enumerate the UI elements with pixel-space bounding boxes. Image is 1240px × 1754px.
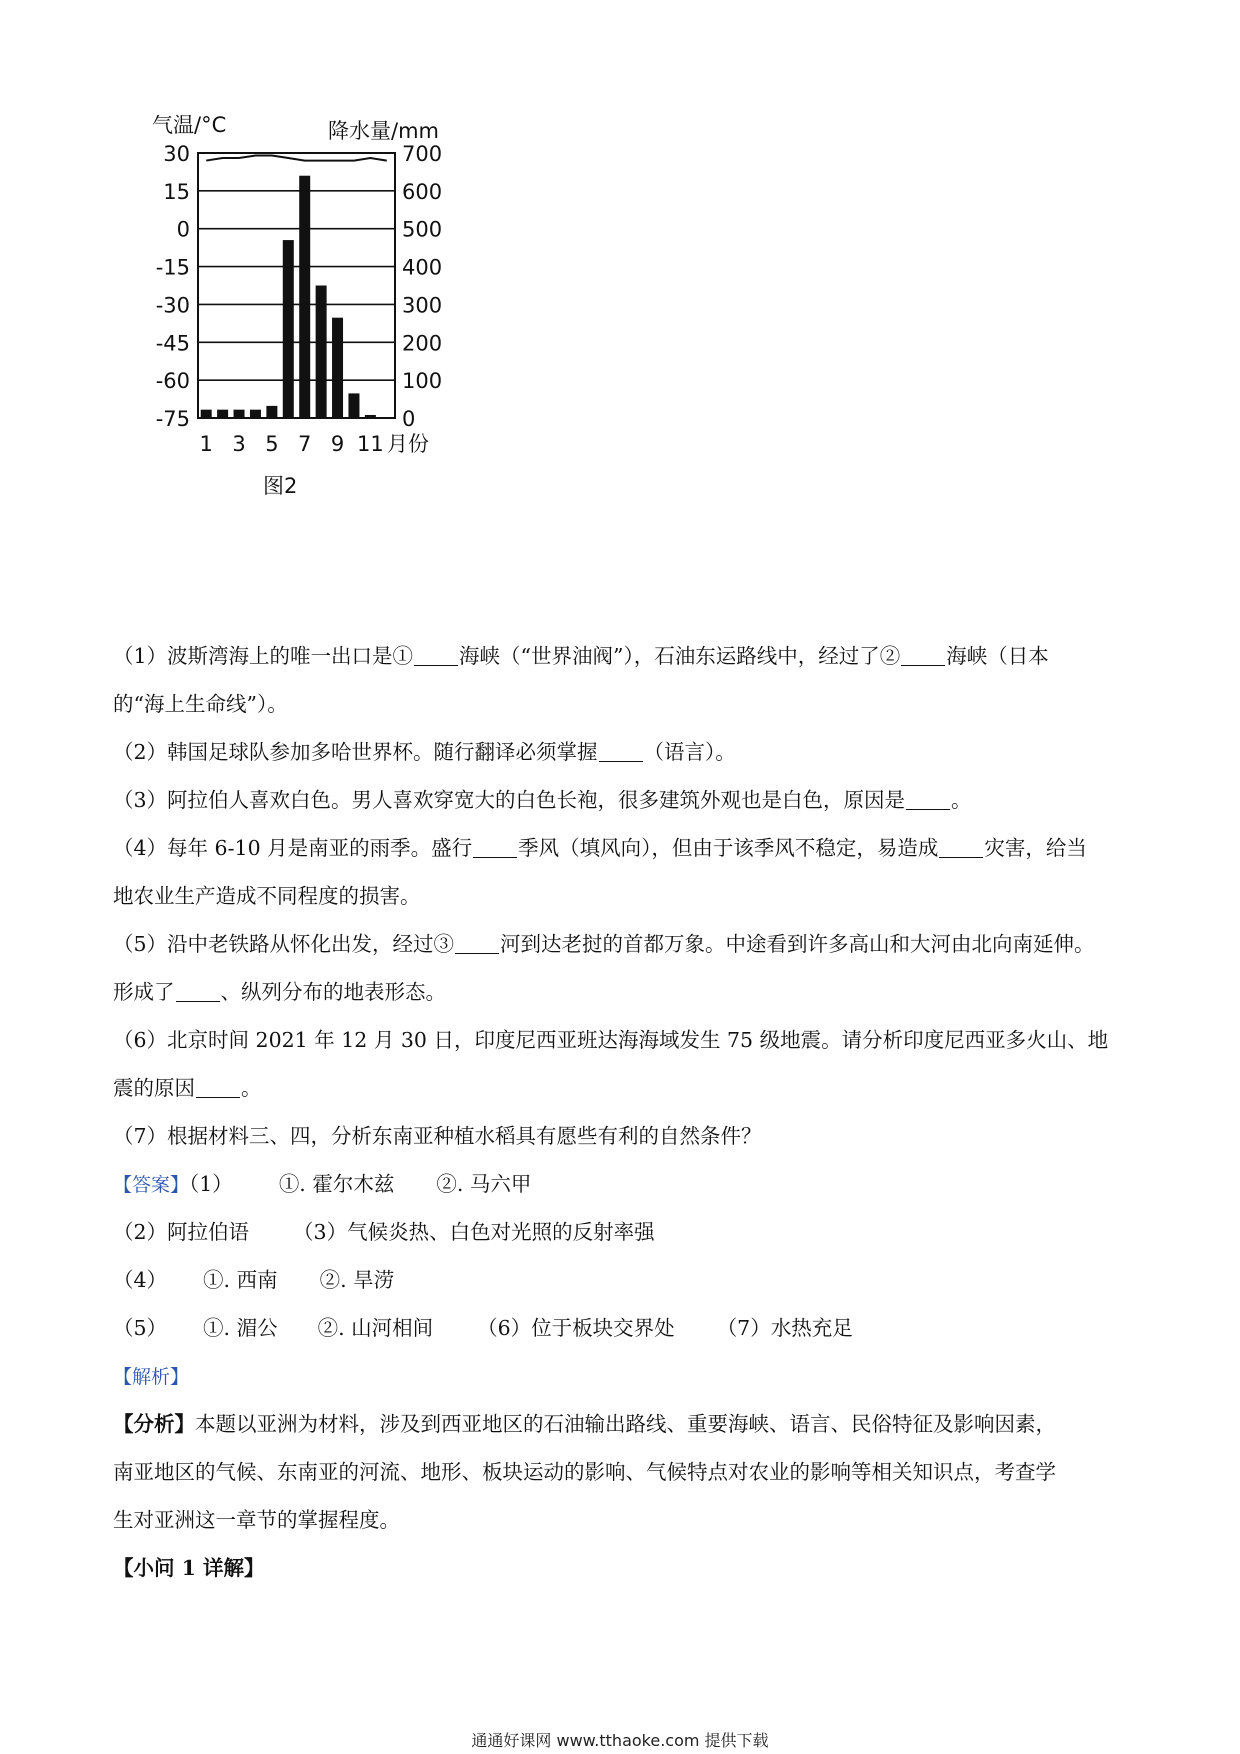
document-body [113,632,1143,1592]
precipitation-bar [250,410,261,418]
right-axis-label: 降水量/mm [328,119,439,143]
right-tick-label: 100 [402,369,443,394]
answer-blank [599,741,643,762]
question-1-cont: 的“海上生命线”）。 [113,692,288,716]
answer-blank [176,981,220,1002]
x-unit-label: 月份 [387,432,429,456]
right-tick-label: 500 [402,217,443,242]
right-axis-ticks [402,142,442,431]
precipitation-bar [266,406,277,418]
answer-blank [414,645,458,666]
temperature-line [206,156,387,161]
question-5: （5）沿中老铁路从怀化出发，经过③ 河到达老挝的首都万象。中途看到许多高山和大河由北向南延伸。 [113,932,1095,956]
left-tick-label: -75 [155,407,190,431]
x-tick-label: 9 [330,432,345,456]
precipitation-bar [217,410,228,418]
precipitation-bar [201,410,212,418]
plot-frame [198,153,395,418]
chart-grid [198,153,395,418]
precipitation-bar [332,318,343,418]
precipitation-bar [299,176,310,418]
right-tick-label: 400 [402,255,443,280]
left-tick-label: 0 [176,217,190,242]
question-3: （3）阿拉伯人喜欢白色。男人喜欢穿宽大的白色长袍，很多建筑外观也是白色，原因是 。 [113,788,972,812]
x-tick-label: 5 [265,432,279,456]
answer-blank [939,837,983,858]
precipitation-bar [316,286,327,419]
analysis-tag: 【解析】 [113,1366,190,1388]
left-tick-label: -15 [155,255,190,280]
right-tick-label: 200 [402,331,443,356]
analysis-text-end: 生对亚洲这一章节的掌握程度。 [113,1508,400,1532]
x-tick-label: 11 [357,432,384,456]
answer-blank [196,1077,240,1098]
right-tick-label: 0 [402,407,416,431]
x-axis-ticks [200,432,384,456]
question-6: （6）北京时间 2021 年 12 月 30 日，印度尼西亚班达海海域发生 75 级地震。请分析印度尼西亚多火山、地 [113,1028,1109,1052]
question-4-cont: 地农业生产造成不同程度的损害。 [113,884,421,908]
question-5-cont: 形成了 、纵列分布的地表形态。 [113,980,446,1004]
precipitation-bar [348,393,359,418]
right-tick-label: 300 [402,293,443,318]
answer-2-3: （2）阿拉伯语 （3）气候炎热、白色对光照的反射率强 [113,1220,655,1244]
answer-5-7: （5） ①. 湄公 ②. 山河相间 （6）位于板块交界处 （7）水热充足 [113,1316,853,1340]
left-tick-label: -60 [155,369,190,394]
question-7: （7）根据材料三、四，分析东南亚种植水稻具有愿些有利的自然条件？ [113,1124,762,1148]
answer-4: （4） ①. 西南 ②. 旱涝 [113,1268,395,1292]
sub-question-title: 【小问 1 详解】 [113,1556,265,1580]
x-tick-label: 7 [298,432,312,456]
answer-blank [473,837,517,858]
question-1: （1）波斯湾海上的唯一出口是① 海峡（“世界油阀”），石油东运路线中，经过了② 海峡（日本 [113,644,1049,668]
page-footer: 通通好课网 www.tthaoke.com 提供下载 [471,1731,769,1750]
precipitation-bar [234,410,245,418]
question-4: （4）每年 6-10 月是南亚的雨季。盛行 季风（填风向），但由于该季风不稳定，易造成 灾害，给当 [113,836,1087,860]
x-tick-label: 3 [232,432,246,456]
answer-blank [901,645,945,666]
left-tick-label: -30 [155,293,190,318]
question-2: （2）韩国足球队参加多哈世界杯。随行翻译必须掌握 （语言）。 [113,740,736,764]
left-axis-ticks [156,142,190,431]
question-6-cont: 震的原因 。 [113,1076,262,1100]
chart-caption: 图2 [263,474,298,498]
answer-tag: 【答案】 [113,1174,190,1196]
left-tick-label: -45 [155,331,190,356]
analysis-text-cont: 南亚地区的气候、东南亚的河流、地形、板块运动的影响、气候特点对农业的影响等相关知识点，考查学 [113,1460,1056,1484]
precipitation-bars [201,176,376,418]
answer-blank [906,789,950,810]
right-tick-label: 700 [402,142,443,166]
answer-blank [455,933,499,954]
climate-chart [150,115,520,565]
left-axis-label: 气温/°C [152,115,227,137]
left-tick-label: 15 [163,179,190,204]
analysis-text: 【分析】本题以亚洲为材料，涉及到西亚地区的石油输出路线、重要海峡、语言、民俗特征及影响因素， [113,1412,1056,1436]
left-tick-label: 30 [163,142,190,166]
precipitation-bar [283,240,294,418]
precipitation-bar [365,415,376,418]
right-tick-label: 600 [402,179,443,204]
x-tick-label: 1 [199,432,213,456]
answer-1: 【答案】（1） ①. 霍尔木兹 ②. 马六甲 [113,1172,532,1196]
